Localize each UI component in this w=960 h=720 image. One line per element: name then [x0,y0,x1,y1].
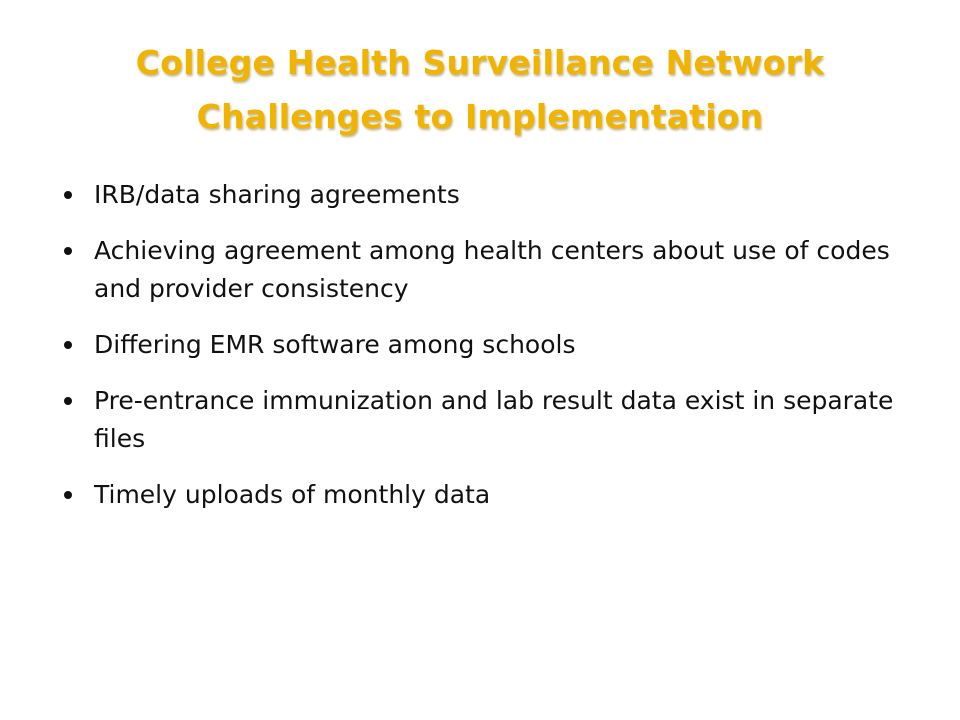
bullet-dot-icon [64,397,72,405]
bullet-text: Pre-entrance immunization and lab result data exist in separate files [94,386,894,453]
slide-title-line-2: Challenges to Implementation [196,97,764,136]
bullet-item-immunization [58,382,918,458]
bullet-item-uploads [58,476,918,514]
slide-title-line-1: College Health Surveillance Network [135,43,825,82]
bullet-dot-icon [64,341,72,349]
bullet-list [58,176,918,532]
bullet-text: Differing EMR software among schools [94,330,576,359]
slide-title [40,36,920,144]
bullet-item-agreement [58,232,918,308]
bullet-dot-icon [64,491,72,499]
bullet-item-irb [58,176,918,214]
bullet-dot-icon [64,191,72,199]
bullet-item-emr [58,326,918,364]
bullet-text: IRB/data sharing agreements [94,180,460,209]
bullet-dot-icon [64,247,72,255]
bullet-text: Achieving agreement among health centers about use of codes and provider consistency [94,236,890,303]
bullet-text: Timely uploads of monthly data [94,480,491,509]
